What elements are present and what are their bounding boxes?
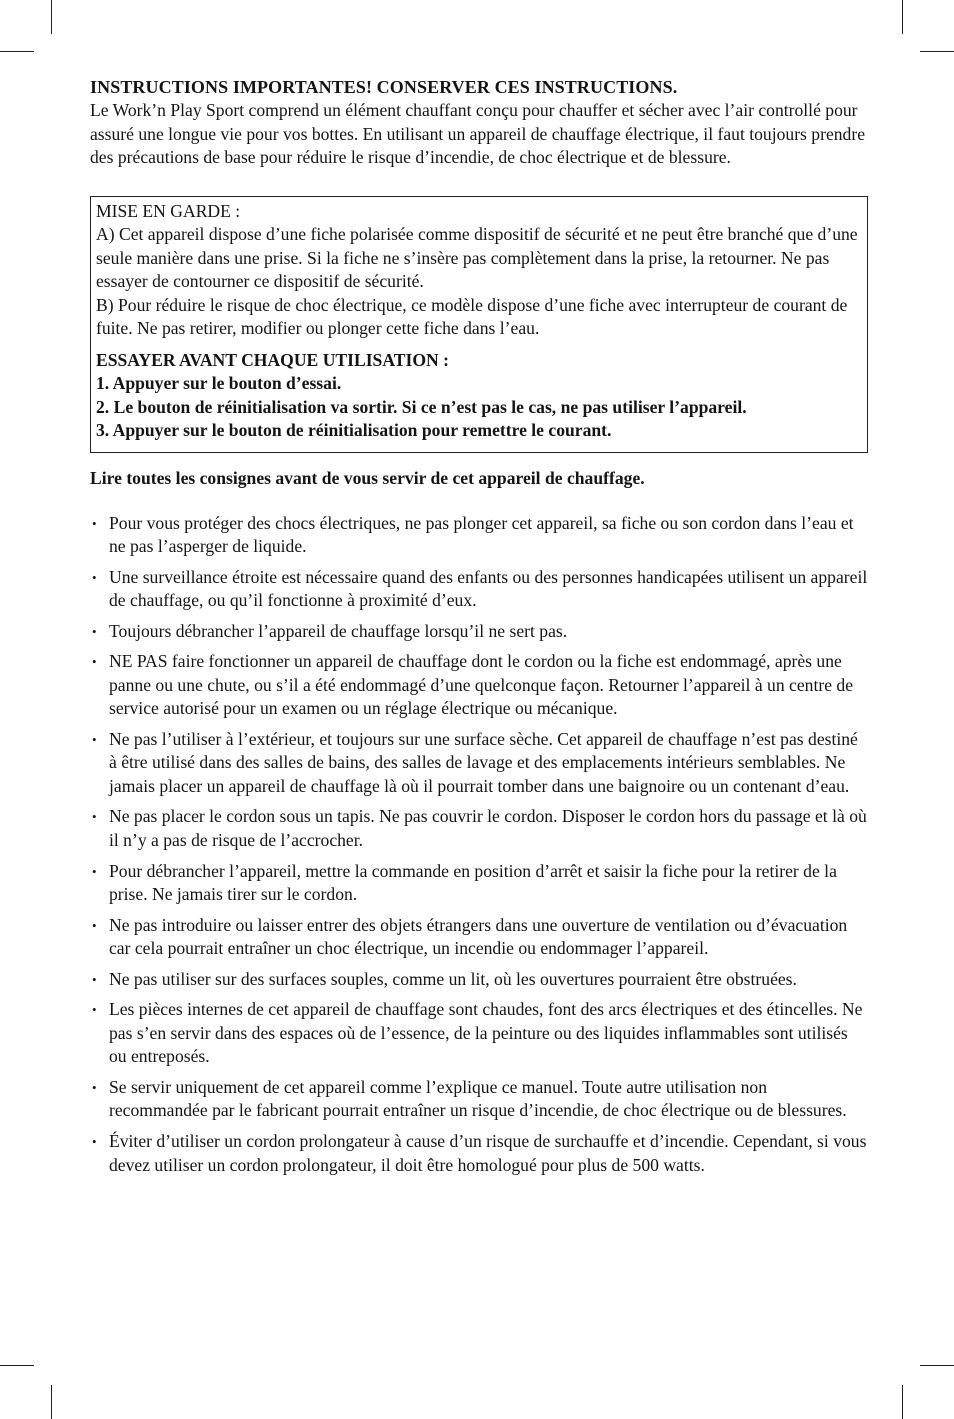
warning-item-b: B) Pour réduire le risque de choc électrique, ce modèle dispose d’une fiche avec interrupteur de courant de fuite. Ne pas retirer, modifier ou plonger cette fiche dans l’eau. [96,294,848,338]
bullet-icon: • [92,917,97,933]
list-item [90,728,868,798]
list-item-text: Se servir uniquement de cet appareil comme l’explique ce manuel. Toute autre utilisation non recommandée par le fabricant pourrait entraîner un risque d’incendie, de choc électrique ou de blessures. [109,1077,847,1121]
crop-mark-bottom-left-horizontal [0,1365,34,1366]
list-item-text: Ne pas introduire ou laisser entrer des objets étrangers dans une ouverture de ventilation ou d’évacuation car cela pourrait entraîner un choc électrique, un incendie ou endommager l’appareil. [109,914,848,959]
intro-paragraph: Le Work’n Play Sport comprend un élément chauffant conçu pour chauffer et sécher avec l’air controllé pour assuré une longue vie pour vos bottes. En utilisant un appareil de chauffage électrique, il faut toujours prendre des précautions de base pour réduire le risque d’incendie, de choc électrique et de blessure. [90,100,866,167]
test-step: 2. Le bouton de réinitialisation va sortir. Si ce n’est pas le cas, ne pas utiliser l’appareil. [96,396,747,417]
list-item-text: Les pièces internes de cet appareil de chauffage sont chaudes, font des arcs électriques et des étincelles. Ne pas s’en servir dans des espaces où de l’essence, de la peinture ou des liquides inflammables sont utilisés ou entreposés. [109,999,863,1067]
list-item-text: Pour débrancher l’appareil, mettre la commande en position d’arrêt et saisir la fiche pour la retirer de la prise. Ne jamais tirer sur le cordon. [109,860,837,904]
crop-mark-bottom-right-vertical [902,1385,903,1419]
test-step: 3. Appuyer sur le bouton de réinitialisation pour remettre le courant. [96,420,612,440]
bullet-icon: • [92,863,97,879]
bullet-icon: • [92,654,97,670]
list-item [90,998,868,1068]
list-item [90,914,868,961]
test-heading: ESSAYER AVANT CHAQUE UTILISATION : [96,349,449,370]
list-item [90,1076,868,1123]
instruction-page [90,76,868,1184]
bullet-icon: • [92,1134,97,1150]
read-all-notice: Lire toutes les consignes avant de vous servir de cet appareil de chauffage. [90,467,645,488]
list-item [90,620,868,643]
list-item-text: Pour vous protéger des chocs électriques, ne pas plonger cet appareil, sa fiche ou son cordon dans l’eau et ne pas l’asperger de liquide. [109,512,854,556]
list-item-text: Éviter d’utiliser un cordon prolongateur à cause d’un risque de surchauffe et d’incendie. Cependant, si vous devez utiliser un cordon prolongateur, il doit être homologué pour plus de 500 watts. [109,1131,867,1175]
safety-list [90,512,868,1177]
bullet-icon: • [92,623,97,639]
page-heading: INSTRUCTIONS IMPORTANTES! CONSERVER CES INSTRUCTIONS. [90,77,678,97]
bullet-icon: • [92,1080,97,1095]
list-item-text: Une surveillance étroite est nécessaire quand des enfants ou des personnes handicapées utilisent un appareil de chauffage, ou qu’il fonctionne à proximité d’eux. [109,566,868,611]
list-item-text: Ne pas utiliser sur des surfaces souples, comme un lit, où les ouvertures pourraient être obstruées. [109,968,797,989]
list-item-text: NE PAS faire fonctionner un appareil de chauffage dont le cordon ou la fiche est endommagé, après une panne ou une chute, ou s’il a été endommagé d’une quelconque façon. Retourner l’appareil à un centre de service autorisé pour un examen ou un réglage électrique ou mécanique. [109,651,854,719]
crop-mark-top-right-vertical [902,0,903,34]
bullet-icon: • [92,809,97,825]
list-item-text: Ne pas l’utiliser à l’extérieur, et toujours sur une surface sèche. Cet appareil de chauffage n’est pas destiné à être utilisé dans des salles de bains, des salles de lavage et des emplacements intérieurs semblables. Ne jamais placer un appareil de chauffage là où il pourrait tomber dans une baignoire ou un contenant d’eau. [109,728,858,796]
list-item [90,860,868,907]
list-item [90,512,868,559]
bullet-icon: • [92,971,97,987]
bullet-icon: • [92,731,97,747]
bullet-icon: • [92,515,97,531]
warning-title: MISE EN GARDE : [96,200,241,221]
crop-mark-top-left-horizontal [0,51,34,52]
list-item [90,650,868,720]
list-item [90,805,868,852]
list-item-text: Ne pas placer le cordon sous un tapis. Ne pas couvrir le cordon. Disposer le cordon hors du passage et là où il n’y a pas de risque de l’accrocher. [109,806,867,850]
crop-mark-top-left-vertical [51,0,52,34]
list-item [90,1130,868,1177]
warning-box [90,196,868,453]
warning-item-a: A) Cet appareil dispose d’une fiche polarisée comme dispositif de sécurité et ne peut être branché que d’une seule manière dans une prise. Si la fiche ne s’insère pas complètement dans la prise, la retourner. Ne pas essayer de contourner ce dispositif de sécurité. [96,224,858,291]
crop-mark-bottom-left-vertical [51,1385,52,1419]
crop-mark-bottom-right-horizontal [920,1365,954,1366]
list-item [90,566,868,613]
bullet-icon: • [92,1002,97,1018]
list-item-text: Toujours débrancher l’appareil de chauffage lorsqu’il ne sert pas. [109,620,568,641]
list-item [90,968,868,991]
test-step: 1. Appuyer sur le bouton d’essai. [96,373,342,393]
bullet-icon: • [92,569,97,585]
crop-mark-top-right-horizontal [920,51,954,52]
